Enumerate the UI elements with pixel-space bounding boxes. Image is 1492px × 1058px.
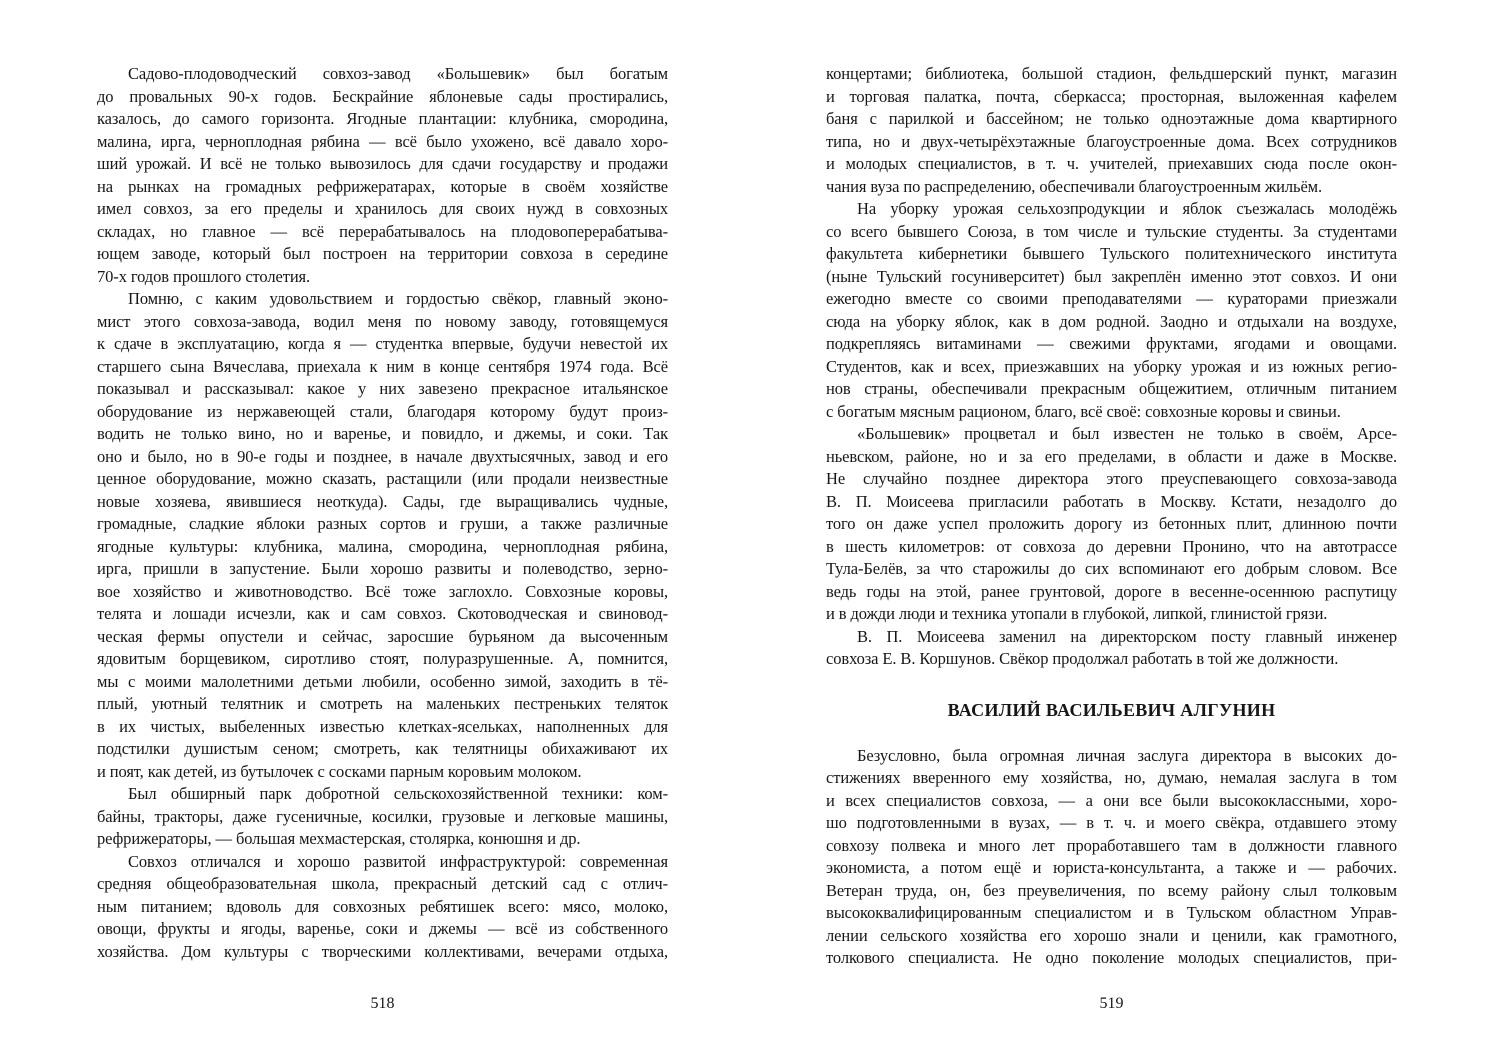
text-line: и всех специалистов совхоза, — а они все были высококлассными, хоро- [826,790,1397,810]
text-line: Безусловно, была огромная личная заслуга директора в высоких до- [857,745,1397,765]
text-line: плый, уютный телятник и смотреть на маленьких пестреньких теляток [97,694,668,713]
text-line: оно и было, но в 90-е годы и позднее, в начале двухтысячных, завод и его [97,446,668,466]
text-line: ший урожай. И всё не только вывозилось для сдачи государству и продажи [97,154,668,173]
text-line: со всего бывшего Союза, в том числе и тульские студенты. За студентами [826,221,1397,241]
text-line: На уборку урожая сельхозпродукции и яблок съезжалась молодёжь [857,199,1397,218]
page-left-text-column [97,63,668,963]
text-line: ядовитым борщевиком, сиротливо стоят, полуразрушенные. А, помнится, [97,649,668,668]
text-line: ным питанием; вдоволь для совхозных ребятишек всего: мясо, молоко, [97,896,668,916]
text-line: и молодых специалистов, в т. ч. учителей, приехавших сюда после окон- [826,154,1397,173]
text-line: совхоза Е. В. Коршунов. Свёкор продолжал работать в той же должности. [826,649,1339,668]
text-line: подкрепляясь витаминами — свежими фруктами, ягодами и овощами. [826,334,1397,353]
text-line: шо подготовленными в вузах, — в т. ч. и моего свёкра, отдавшего этому [826,813,1397,832]
text-line: с богатым мясным рационом, благо, всё своё: совхозные коровы и свиньи. [826,401,1341,421]
text-line: Тула-Белёв, за что старожилы до сих вспоминают его добрым словом. Все [826,559,1397,578]
text-line: сюда на уборку яблок, как в дом родной. Заодно и отдыхали на воздухе, [826,311,1397,331]
text-line: Садово-плодоводческий совхоз-завод «Большевик» был богатым [128,64,668,83]
text-line: «Большевик» процветал и был известен не только в своём, Арсе- [857,424,1397,443]
text-line: высококвалифицированным специалистом и в Тульском областном Управ- [826,903,1397,922]
section-heading: ВАСИЛИЙ ВАСИЛЬЕВИЧ АЛГУНИН [947,699,1276,720]
text-line: (ныне Тульский госуниверситет) был закреплён именно этот совхоз. И они [826,266,1397,286]
text-line: ньевском, районе, но и за его пределами, в области и даже в Москве. [826,446,1397,466]
text-line: Был обширный парк добротной сельскохозяйственной техники: ком- [128,784,668,803]
text-line: в их чистых, выбеленных известью клетках-ясельках, наполненных для [97,716,668,736]
text-line: Ветеран труда, он, без преувеличения, по всему району слыл толковым [826,880,1397,900]
text-line: на рынках на громадных рефрижератарах, которые в своём хозяйстве [97,176,668,196]
text-line: и торговая палатка, почта, сберкасса; просторная, выложенная кафелем [826,86,1397,106]
text-line: овощи, фрукты и ягоды, варенье, соки и джемы — всё из собственного [97,919,668,938]
text-line: Совхоз отличался и хорошо развитой инфраструктурой: современная [128,851,668,871]
text-line: чания вуза по распределению, обеспечивали благоустроенным жильём. [826,176,1323,196]
text-line: в шесть километров: от совхоза до деревни Пронино, что на автотрассе [826,536,1397,556]
text-line: Студентов, как и всех, приезжавших на уборку урожая и из южных регио- [826,356,1397,376]
text-line: до провальных 90-х годов. Бескрайние яблоневые сады простирались, [97,86,668,106]
text-line: В. П. Моисеева пригласили работать в Москву. Кстати, незадолго до [826,491,1397,511]
text-line: мист этого совхоза-завода, водил меня по новому заводу, готовящемуся [97,311,668,331]
text-line: нов страны, обеспечивали прекрасным общежитием, отличным питанием [826,379,1397,398]
text-line: стижениях вверенного ему хозяйства, но, думаю, немалая заслуга в том [826,768,1397,787]
text-line: и поят, как детей, из бутылочек с сосками парным коровьим молоком. [97,761,582,781]
text-line: складах, но главное — всё перерабатывалось на плодовоперерабатыва- [97,221,668,241]
text-line: ценное оборудование, можно сказать, растащили (или продали неизвестные [97,469,668,488]
text-line: 70-х годов прошлого столетия. [97,266,311,286]
text-line: старшего сына Вячеслава, приехала к ним в конце сентября 1974 года. Всё [97,356,668,376]
text-line: ягодные культуры: клубника, малина, смородина, черноплодная рябина, [97,536,668,556]
text-line: имел совхоз, за его пределы и хранилось для своих нужд в совхозных [97,199,668,218]
text-line: В. П. Моисеева заменил на директорском посту главный инженер [857,626,1397,646]
text-line: ведь годы на этой, ранее грунтовой, дороге в весенне-осеннюю распутицу [826,581,1397,601]
text-line: концертами; библиотека, большой стадион, фельдшерский пункт, магазин [826,64,1397,83]
text-line: лении сельского хозяйства его хорошо знали и ценили, как грамотного, [826,925,1397,945]
page-number-right: 519 [1099,995,1124,1012]
text-line: Не случайно позднее директора этого преуспевающего совхоза-завода [826,469,1397,488]
text-line: ческая фермы опустели и сейчас, заросшие бурьяном да высоченным [97,626,668,646]
text-line: оборудование из нержавеющей стали, благодаря которому будут произ- [97,401,668,421]
text-line: мы с моими малолетними детьми любили, особенно зимой, заходить в тё- [97,671,668,691]
text-line: ежегодно вместе со своими преподавателями — кураторами приезжали [826,289,1397,308]
text-line: громадные, сладкие яблоки разных сортов и груши, а также различные [97,514,668,533]
text-line: хозяйства. Дом культуры с творческими коллективами, вечерами отдыха, [97,941,668,961]
text-line: толкового специалиста. Не одно поколение молодых специалистов, при- [826,948,1397,967]
text-line: водить не только вино, но и варенье, и повидло, и джемы, и соки. Так [97,424,668,443]
text-line: ющем заводе, который был построен на территории совхоза в середине [97,244,668,263]
text-line: телята и лошади исчезли, как и сам совхоз. Скотоводческая и свиновод- [97,604,668,623]
text-line: совхозу полвека и много лет проработавшего там в должности главного [826,835,1397,855]
text-line: экономиста, а потом ещё и юриста-консультанта, а также и — рабочих. [826,858,1397,877]
text-line: того он даже успел проложить дорогу из бетонных плит, длинною почти [826,514,1397,533]
text-line: рефрижераторы, — большая мехмастерская, столярка, конюшня и др. [97,829,581,848]
text-line: баня с парилкой и бассейном; не только одноэтажные дома квартирного [826,109,1397,128]
text-line: подстилки душистым сеном; смотреть, как телятницы обихаживают их [97,739,668,758]
text-line: средняя общеобразовательная школа, прекрасный детский сад с отлич- [97,874,668,893]
text-line: к сдаче в эксплуатацию, когда я — студентка впервые, будучи невестой их [97,334,668,353]
text-line: ирга, пришли в запустение. Были хорошо развиты и полеводство, зерно- [97,559,668,578]
page-right-text-column [826,63,1397,970]
text-line: показывал и рассказывал: какое у них завезено прекрасное итальянское [97,379,668,398]
text-line: вое хозяйство и животноводство. Всё тоже заглохло. Совхозные коровы, [97,581,668,601]
page-number-left: 518 [370,995,395,1012]
text-line: малина, ирга, черноплодная рябина — всё было ухожено, всё давало хоро- [97,131,668,151]
text-line: факультета кибернетики бывшего Тульского политехнического института [826,244,1397,263]
text-line: казалось, до самого горизонта. Ягодные плантации: клубника, смородина, [97,109,668,128]
text-line: и в дожди люди и техника утопали в глубокой, липкой, глинистой грязи. [826,604,1328,623]
text-line: типа, но и двух-четырёхэтажные благоустроенные дома. Всех сотрудников [826,131,1397,151]
text-line: новые хозяева, явившиеся неоткуда). Сады, где выращивались чудные, [97,491,668,511]
text-line: Помню, с каким удовольствием и гордостью свёкор, главный эконо- [128,289,668,308]
text-line: байны, тракторы, даже гусеничные, косилки, грузовые и легковые машины, [97,806,668,826]
